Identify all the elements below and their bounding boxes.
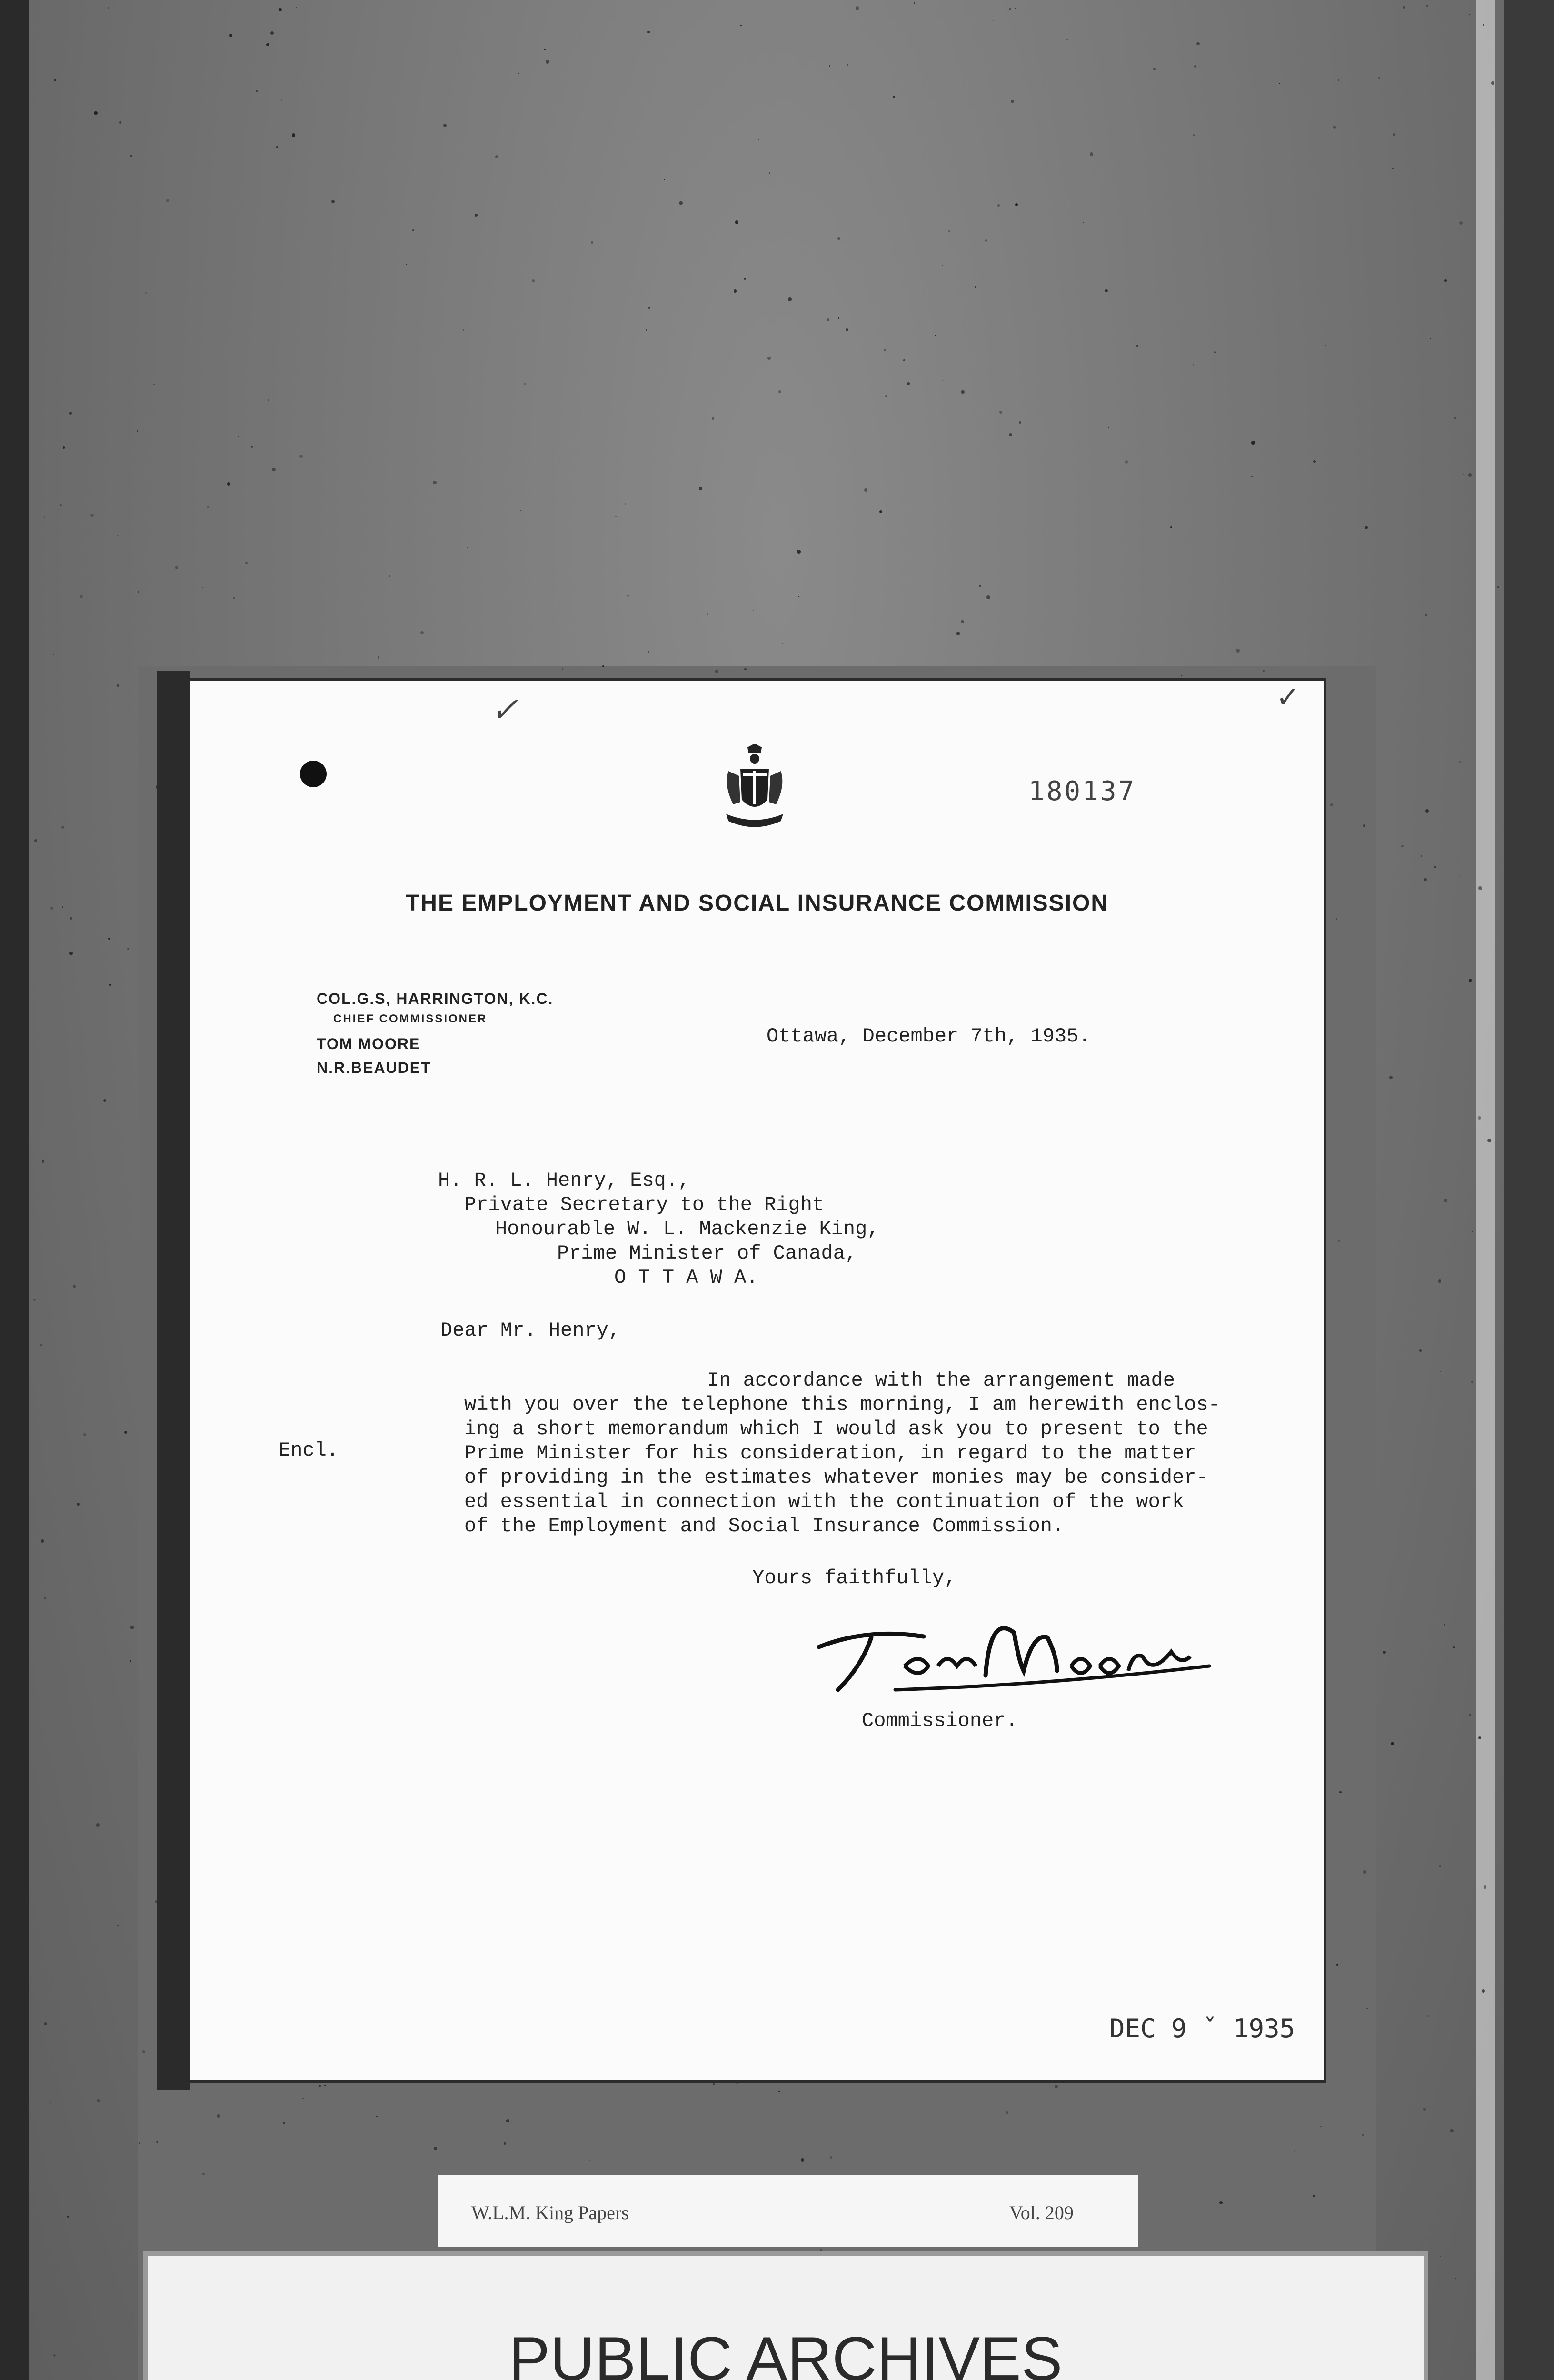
commissioner-beaudet: N.R.BEAUDET [317, 1059, 431, 1076]
archives-stamp-card [148, 2256, 1424, 2380]
salutation: Dear Mr. Henry, [440, 1319, 621, 1342]
collection-name: W.L.M. King Papers [471, 2202, 629, 2223]
closing: Yours faithfully, [752, 1567, 956, 1589]
file-number: 180137 [1028, 776, 1136, 807]
collection-label [438, 2175, 1138, 2247]
date-line: Ottawa, December 7th, 1935. [767, 1025, 1091, 1048]
received-date-stamp: DEC 9 ˇ 1935 [1109, 2013, 1295, 2043]
volume-number: Vol. 209 [1009, 2202, 1074, 2223]
letter-shadow [157, 671, 190, 2090]
archives-line-english: PUBLIC ARCHIVES [508, 2324, 1063, 2380]
signer-title: Commissioner. [862, 1709, 1018, 1732]
body-line: ing a short memorandum which I would ask you to present to the [464, 1418, 1208, 1440]
body-line: Prime Minister for his consideration, in regard to the matter [464, 1442, 1196, 1465]
letterhead: THE EMPLOYMENT AND SOCIAL INSURANCE COMMISSION [405, 891, 1109, 916]
scan-left-border [0, 0, 29, 2380]
commissioner-tom-moore: TOM MOORE [317, 1035, 421, 1052]
body-line: In accordance with the arrangement made [707, 1369, 1175, 1392]
address-line: Honourable W. L. Mackenzie King, [495, 1218, 879, 1240]
chief-commissioner-title: CHIEF COMMISSIONER [333, 1012, 488, 1025]
signature-tom-moore [809, 1595, 1219, 1709]
body-line: of providing in the estimates whatever monies may be consider- [464, 1466, 1208, 1489]
body-line: with you over the telephone this morning, I am herewith enclos- [464, 1393, 1220, 1416]
letter-page [190, 681, 1324, 2080]
scan-right-border [1504, 0, 1554, 2380]
address-line: O T T A W A. [614, 1266, 758, 1289]
check-mark-right: ✓ [1276, 681, 1300, 714]
body-line: of the Employment and Social Insurance Commission. [464, 1515, 1065, 1537]
scan-right-edge [1476, 0, 1495, 2380]
address-line: Prime Minister of Canada, [557, 1242, 857, 1265]
coat-of-arms-icon [714, 743, 795, 838]
check-mark-left: ✓ [490, 690, 518, 729]
enclosure-note: Encl. [279, 1439, 339, 1462]
address-line: H. R. L. Henry, Esq., [438, 1169, 690, 1192]
address-line: Private Secretary to the Right [464, 1193, 825, 1216]
punch-hole [300, 761, 327, 787]
chief-commissioner-name: COL.G.S, HARRINGTON, K.C. [317, 990, 554, 1007]
body-line: ed essential in connection with the continuation of the work [464, 1490, 1185, 1513]
